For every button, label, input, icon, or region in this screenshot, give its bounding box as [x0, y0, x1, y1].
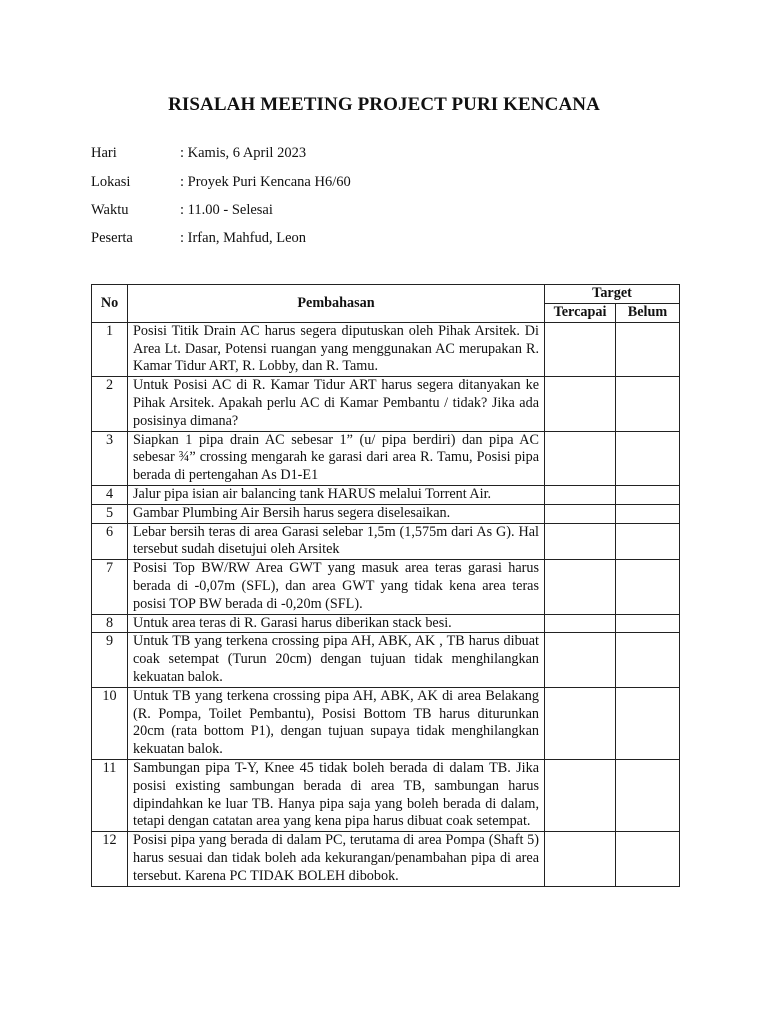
not-yet-cell [616, 431, 680, 485]
info-label: Peserta [91, 230, 133, 246]
achieved-cell [545, 759, 616, 831]
achieved-cell [545, 633, 616, 687]
row-text: Gambar Plumbing Air Bersih harus segera diselesaikan. [128, 504, 545, 523]
row-text: Posisi Titik Drain AC harus segera diputuskan oleh Pihak Arsitek. Di Area Lt. Dasar, Potensi ruangan yang menggunakan AC merupakan R. Kamar Tidur ART, R. Lobby, dan R. Tamu. [128, 322, 545, 376]
info-value: : 11.00 - Selesai [180, 202, 273, 218]
row-number: 9 [92, 633, 128, 687]
achieved-cell [545, 431, 616, 485]
row-number: 2 [92, 377, 128, 431]
row-text: Jalur pipa isian air balancing tank HARUS melalui Torrent Air. [128, 485, 545, 504]
row-number: 4 [92, 485, 128, 504]
row-text: Posisi Top BW/RW Area GWT yang masuk area teras garasi harus berada di -0,07m (SFL), dan area GWT yang tidak kena area teras posisi TOP BW berada di -0,20m (SFL). [128, 560, 545, 614]
row-number: 3 [92, 431, 128, 485]
achieved-cell [545, 560, 616, 614]
table-row [92, 759, 680, 831]
header-no: No [92, 285, 128, 323]
document-title: RISALAH MEETING PROJECT PURI KENCANA [168, 94, 600, 115]
table-row [92, 377, 680, 431]
table-row [92, 431, 680, 485]
achieved-cell [545, 485, 616, 504]
not-yet-cell [616, 322, 680, 376]
info-label: Waktu [91, 202, 129, 218]
header-discussion: Pembahasan [128, 285, 545, 323]
not-yet-cell [616, 377, 680, 431]
row-number: 10 [92, 687, 128, 759]
table-row [92, 560, 680, 614]
not-yet-cell [616, 832, 680, 886]
not-yet-cell [616, 614, 680, 633]
table-row [92, 523, 680, 560]
row-number: 12 [92, 832, 128, 886]
row-number: 7 [92, 560, 128, 614]
table-row [92, 614, 680, 633]
not-yet-cell [616, 560, 680, 614]
not-yet-cell [616, 504, 680, 523]
not-yet-cell [616, 523, 680, 560]
row-text: Posisi pipa yang berada di dalam PC, terutama di area Pompa (Shaft 5) harus sesuai dan tidak boleh ada kekurangan/penambahan pipa di area tersebut. Karena PC TIDAK BOLEH dibobok. [128, 832, 545, 886]
info-label: Lokasi [91, 174, 131, 190]
table-row [92, 322, 680, 376]
not-yet-cell [616, 687, 680, 759]
achieved-cell [545, 523, 616, 560]
minutes-table [91, 284, 680, 887]
table-row [92, 485, 680, 504]
info-value: : Proyek Puri Kencana H6/60 [180, 174, 351, 190]
header-not-yet: Belum [616, 304, 680, 323]
info-value: : Irfan, Mahfud, Leon [180, 230, 307, 246]
info-value: : Kamis, 6 April 2023 [180, 145, 307, 161]
header-target: Target [545, 285, 680, 304]
achieved-cell [545, 322, 616, 376]
row-text: Untuk area teras di R. Garasi harus diberikan stack besi. [128, 614, 545, 633]
table-row [92, 504, 680, 523]
row-text: Untuk TB yang terkena crossing pipa AH, ABK, AK di area Belakang (R. Pompa, Toilet Pembantu), Posisi Bottom TB harus diturunkan 20cm (rata bottom P1), dengan tujuan supaya tidak menghilangkan kekuatan balok. [128, 687, 545, 759]
row-text: Sambungan pipa T-Y, Knee 45 tidak boleh berada di dalam TB. Jika posisi existing sambungan berada di area TB, sambungan harus dipindahkan ke luar TB. Hanya pipa saja yang boleh berada di dalam, tetapi dengan catatan area yang kena pipa harus dibuat coak setempat. [128, 759, 545, 831]
row-number: 6 [92, 523, 128, 560]
header-achieved: Tercapai [545, 304, 616, 323]
achieved-cell [545, 377, 616, 431]
table-row [92, 633, 680, 687]
row-number: 1 [92, 322, 128, 376]
table-row [92, 687, 680, 759]
not-yet-cell [616, 633, 680, 687]
row-number: 11 [92, 759, 128, 831]
row-text: Untuk TB yang terkena crossing pipa AH, ABK, AK , TB harus dibuat coak setempat (Turun 20cm) dengan tujuan tidak menghilangkan kekuatan balok. [128, 633, 545, 687]
row-number: 5 [92, 504, 128, 523]
row-number: 8 [92, 614, 128, 633]
table-row [92, 832, 680, 886]
achieved-cell [545, 504, 616, 523]
row-text: Untuk Posisi AC di R. Kamar Tidur ART harus segera ditanyakan ke Pihak Arsitek. Apakah perlu AC di Kamar Pembantu / tidak? Jika ada posisinya dimana? [128, 377, 545, 431]
row-text: Siapkan 1 pipa drain AC sebesar 1” (u/ pipa berdiri) dan pipa AC sebesar ¾” crossing mengarah ke garasi dari area R. Tamu, Posisi pipa berada di pertengahan As D1-E1 [128, 431, 545, 485]
not-yet-cell [616, 485, 680, 504]
not-yet-cell [616, 759, 680, 831]
row-text: Lebar bersih teras di area Garasi selebar 1,5m (1,575m dari As G). Hal tersebut sudah disetujui oleh Arsitek [128, 523, 545, 560]
info-label: Hari [91, 145, 117, 161]
achieved-cell [545, 614, 616, 633]
achieved-cell [545, 687, 616, 759]
achieved-cell [545, 832, 616, 886]
